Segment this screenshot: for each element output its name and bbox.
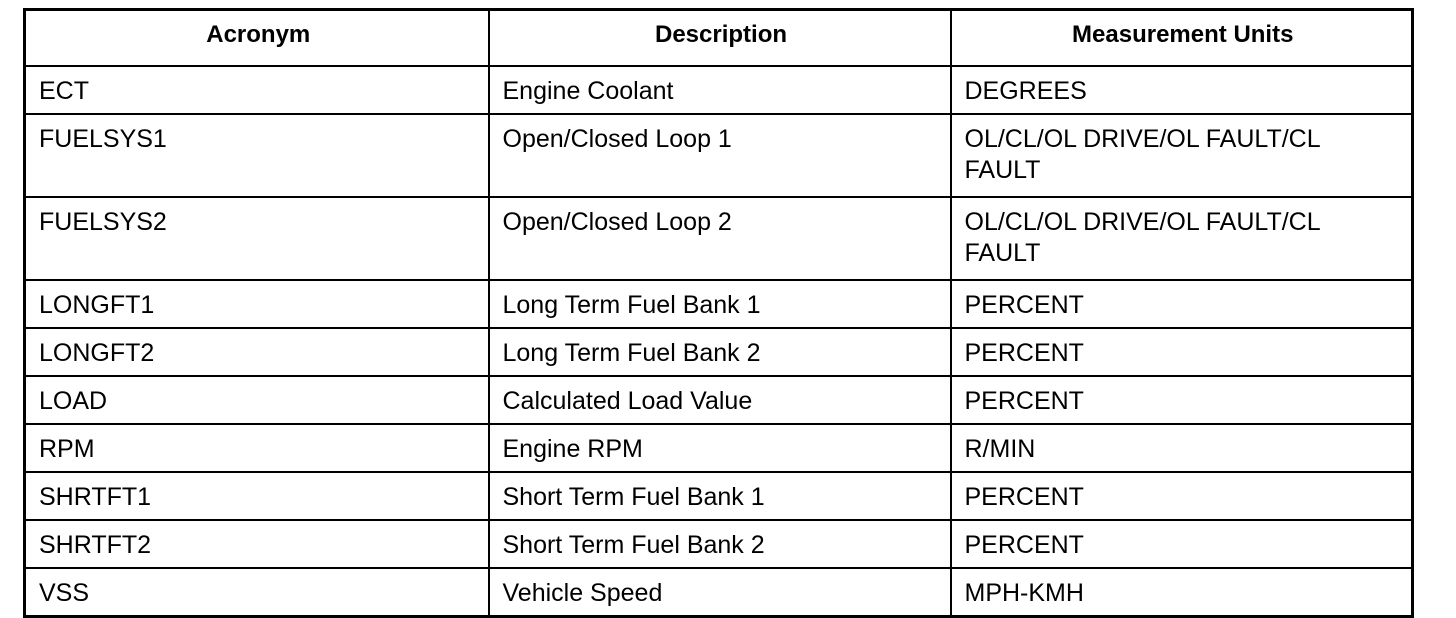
cell-units: OL/CL/OL DRIVE/OL FAULT/CL FAULT (951, 114, 1413, 197)
cell-description: Engine RPM (489, 424, 951, 472)
cell-description: Open/Closed Loop 2 (489, 197, 951, 280)
cell-units: PERCENT (951, 376, 1413, 424)
table-row (25, 520, 1413, 568)
cell-description: Open/Closed Loop 1 (489, 114, 951, 197)
table-row (25, 66, 1413, 114)
table-row (25, 280, 1413, 328)
cell-units: PERCENT (951, 520, 1413, 568)
header-measurement-units: Measurement Units (951, 10, 1413, 67)
cell-units: PERCENT (951, 472, 1413, 520)
header-row (25, 10, 1413, 67)
cell-acronym: SHRTFT1 (25, 472, 489, 520)
table-row (25, 472, 1413, 520)
cell-acronym: LOAD (25, 376, 489, 424)
acronym-table (23, 8, 1414, 618)
cell-acronym: VSS (25, 568, 489, 617)
table-row (25, 328, 1413, 376)
cell-acronym: LONGFT1 (25, 280, 489, 328)
table-header (25, 10, 1413, 67)
table-row (25, 424, 1413, 472)
cell-units: PERCENT (951, 328, 1413, 376)
cell-description: Long Term Fuel Bank 2 (489, 328, 951, 376)
cell-units: R/MIN (951, 424, 1413, 472)
header-acronym: Acronym (25, 10, 489, 67)
cell-acronym: RPM (25, 424, 489, 472)
cell-acronym: FUELSYS1 (25, 114, 489, 197)
table-row (25, 568, 1413, 617)
cell-description: Engine Coolant (489, 66, 951, 114)
cell-units: DEGREES (951, 66, 1413, 114)
cell-description: Vehicle Speed (489, 568, 951, 617)
table-body (25, 66, 1413, 617)
cell-description: Short Term Fuel Bank 1 (489, 472, 951, 520)
header-description: Description (489, 10, 951, 67)
cell-acronym: SHRTFT2 (25, 520, 489, 568)
cell-acronym: LONGFT2 (25, 328, 489, 376)
cell-acronym: ECT (25, 66, 489, 114)
table-row (25, 376, 1413, 424)
table-row (25, 197, 1413, 280)
cell-units: PERCENT (951, 280, 1413, 328)
cell-acronym: FUELSYS2 (25, 197, 489, 280)
cell-units: OL/CL/OL DRIVE/OL FAULT/CL FAULT (951, 197, 1413, 280)
table-row (25, 114, 1413, 197)
cell-description: Short Term Fuel Bank 2 (489, 520, 951, 568)
cell-description: Long Term Fuel Bank 1 (489, 280, 951, 328)
cell-description: Calculated Load Value (489, 376, 951, 424)
cell-units: MPH-KMH (951, 568, 1413, 617)
